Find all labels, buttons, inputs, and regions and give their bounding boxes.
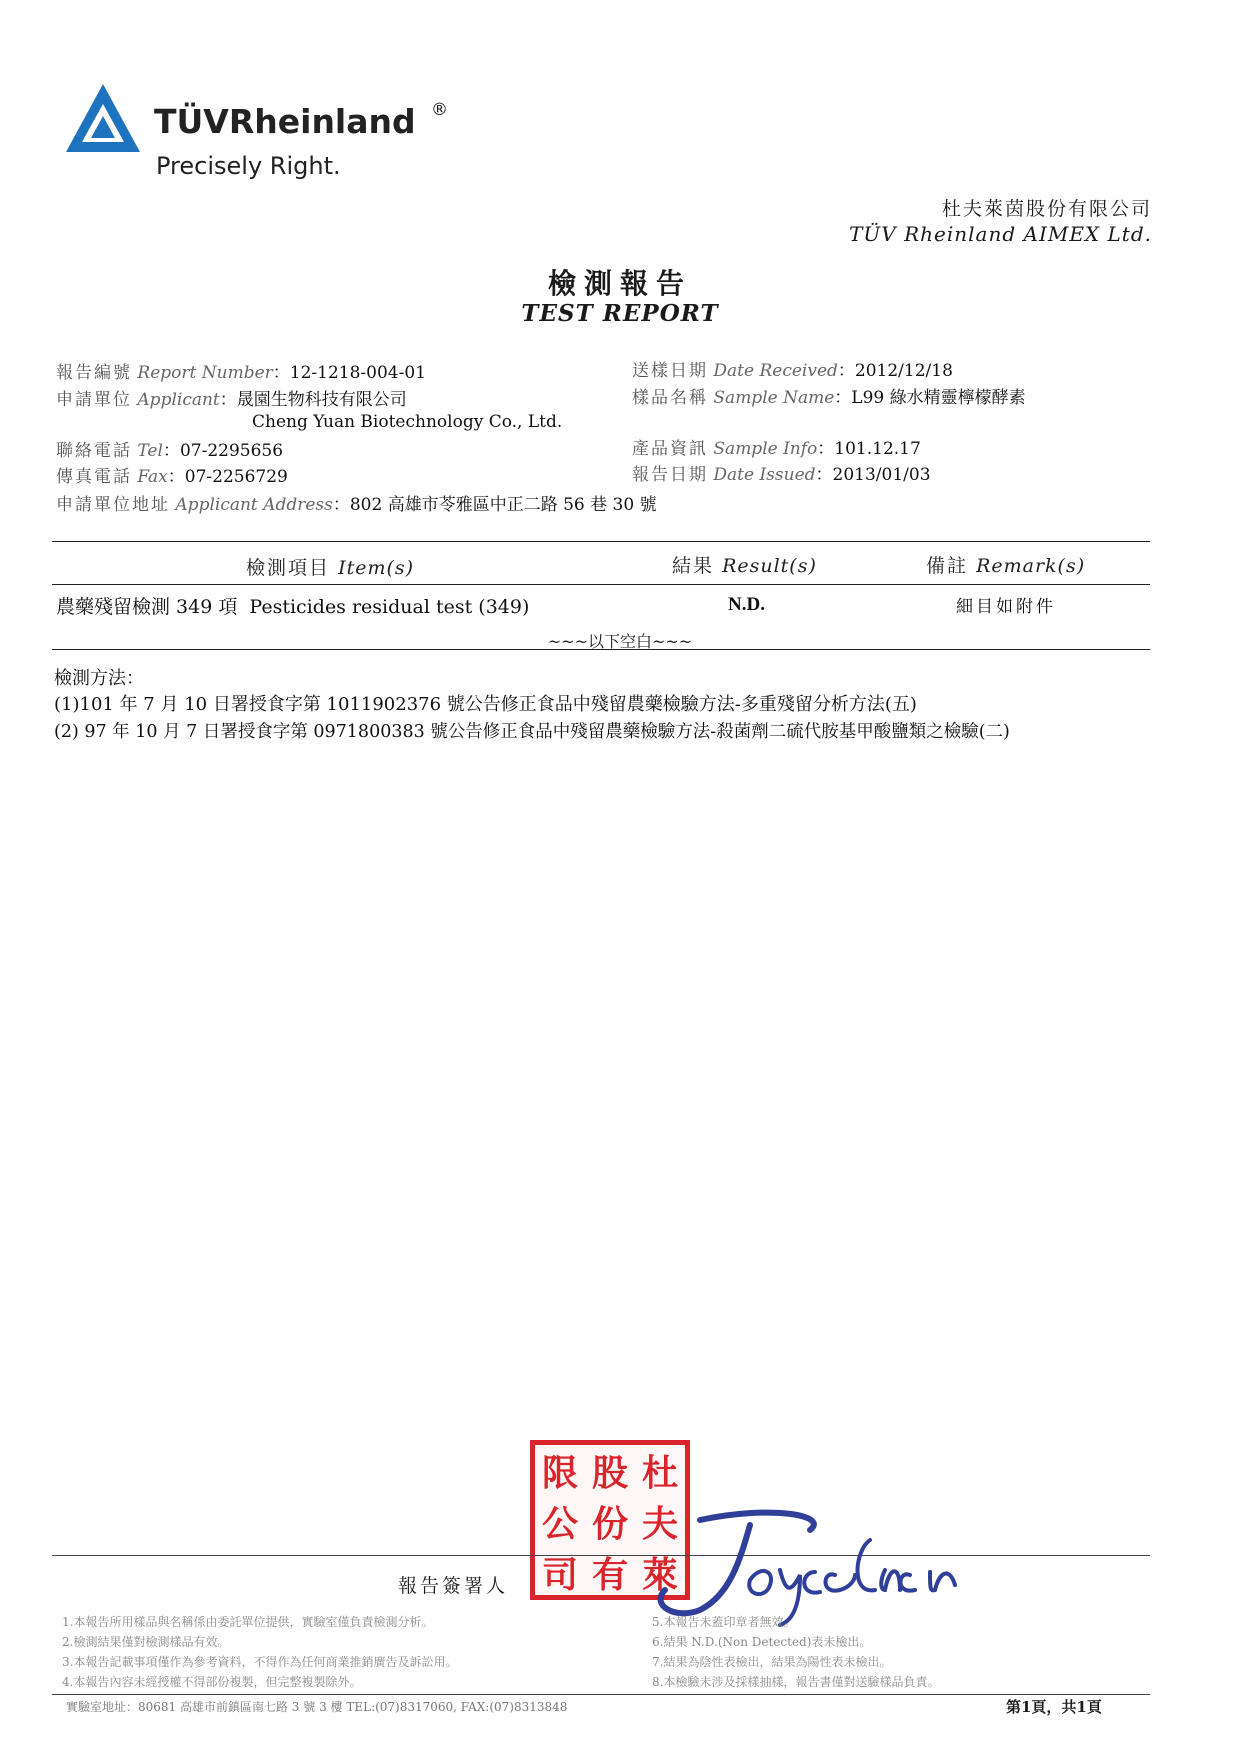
address-label-zh: 申請單位地址 — [56, 495, 170, 515]
applicant-value-en: Cheng Yuan Biotechnology Co., Ltd. — [252, 412, 563, 432]
date-issued-row: 報告日期 Date Issued：2013/01/03 — [632, 465, 931, 485]
tel-label-zh: 聯絡電話 — [56, 441, 132, 461]
signatory-label: 報告簽署人 — [398, 1575, 509, 1597]
note-1: 1.本報告所用樣品與名稱係由委託單位提供，實驗室僅負責檢測分析。 — [62, 1615, 434, 1629]
header-result-en: Result(s) — [722, 555, 817, 577]
table-header-rule — [52, 584, 1150, 585]
row-item: 農藥殘留檢測 349 項 Pesticides residual test (349) — [56, 596, 530, 618]
date-issued-label-en: Date Issued — [713, 465, 816, 485]
fax-label-en: Fax — [137, 467, 168, 487]
triangle-logo-icon — [64, 82, 142, 154]
header-remark-zh: 備註 — [926, 555, 969, 577]
sample-info-row: 產品資訊 Sample Info：101.12.17 — [632, 439, 921, 459]
note-5: 5.本報告未蓋印章者無效。 — [652, 1615, 796, 1629]
tel-row: 聯絡電話 Tel：07-2295656 — [56, 441, 284, 461]
report-title-en: TEST REPORT — [521, 300, 719, 327]
page-number: 第1頁，共1頁 — [1006, 1698, 1102, 1716]
table-header-result — [672, 551, 817, 578]
report-number-value: 12-1218-004-01 — [289, 363, 426, 383]
note-3: 3.本報告記載事項僅作為參考資料，不得作為任何商業推銷廣告及訴訟用。 — [62, 1655, 458, 1669]
fax-label-zh: 傳真電話 — [56, 467, 132, 487]
date-received-label-zh: 送樣日期 — [632, 361, 708, 381]
row-result: N.D. — [728, 594, 765, 615]
handwritten-signature — [630, 1500, 960, 1630]
row-remark: 細目如附件 — [956, 597, 1056, 617]
date-received-label-en: Date Received — [713, 361, 838, 381]
tel-label-en: Tel — [137, 441, 163, 461]
logo-tagline: Precisely Right. — [156, 152, 341, 180]
lab-address: 實驗室地址：80681 高雄市前鎮區南七路 3 號 3 樓 TEL:(07)8317060, FAX:(07)8313848 — [66, 1700, 568, 1714]
applicant-label-en: Applicant — [137, 390, 220, 410]
address-value: 802 高雄市苓雅區中正二路 56 巷 30 號 — [349, 495, 657, 515]
header-item-en: Item(s) — [338, 557, 415, 579]
note-6: 6.結果 N.D.(Non Detected)表未檢出。 — [652, 1635, 872, 1649]
date-received-row: 送樣日期 Date Received：2012/12/18 — [632, 361, 953, 381]
sample-name-row: 樣品名稱 Sample Name：L99 綠水精靈檸檬酵素 — [632, 388, 1026, 408]
fax-value: 07-2256729 — [184, 467, 288, 487]
sample-info-label-zh: 產品資訊 — [632, 439, 708, 459]
report-number-label-zh: 報告編號 — [56, 363, 132, 383]
fax-row: 傳真電話 Fax：07-2256729 — [56, 467, 288, 487]
signature-rule — [52, 1555, 1150, 1556]
registered-mark-icon: ® — [431, 100, 448, 120]
logo-brand: TÜVRheinland — [154, 102, 416, 141]
header-remark-en: Remark(s) — [976, 555, 1086, 577]
date-issued-label-zh: 報告日期 — [632, 465, 708, 485]
header-item-zh: 檢測項目 — [246, 557, 331, 579]
footer-rule — [52, 1694, 1150, 1695]
table-top-rule — [52, 541, 1150, 542]
sample-info-value: 101.12.17 — [834, 439, 921, 459]
applicant-value: 晟園生物科技有限公司 — [236, 390, 407, 410]
notes-left — [62, 1612, 457, 1692]
sample-name-value: L99 綠水精靈檸檬酵素 — [851, 388, 1026, 408]
report-number-row: 報告編號 Report Number：12-1218-004-01 — [56, 363, 426, 383]
note-7: 7.結果為陰性表檢出，結果為陽性表未檢出。 — [652, 1655, 892, 1669]
tuv-logo — [64, 82, 484, 192]
address-label-en: Applicant Address — [175, 495, 333, 515]
table-bottom-rule — [52, 649, 1150, 650]
method-line-2: (2) 97 年 10 月 7 日署授食字第 0971800383 號公告修正食品中殘留農藥檢驗方法-殺菌劑二硫代胺基甲酸鹽類之檢驗(二) — [54, 722, 1010, 742]
applicant-label-zh: 申請單位 — [56, 390, 132, 410]
company-seal-stamp: 限 股 杜 公 份 夫 司 有 萊 — [530, 1440, 690, 1600]
table-header-item — [246, 553, 414, 580]
note-4: 4.本報告內容未經授權不得部份複製，但完整複製除外。 — [62, 1675, 362, 1689]
company-name-zh: 杜夫萊茵股份有限公司 — [941, 198, 1152, 220]
report-title-zh: 檢測報告 — [547, 267, 692, 300]
methods-label: 檢測方法： — [54, 668, 144, 689]
note-8: 8.本檢驗未涉及採樣抽樣，報告書僅對送驗樣品負責。 — [652, 1675, 940, 1689]
sample-name-label-zh: 樣品名稱 — [632, 388, 708, 408]
address-row: 申請單位地址 Applicant Address：802 高雄市苓雅區中正二路 56 巷 30 號 — [56, 495, 657, 515]
note-2: 2.檢測結果僅對檢測樣品有效。 — [62, 1635, 230, 1649]
date-issued-value: 2013/01/03 — [832, 465, 931, 485]
applicant-row: 申請單位 Applicant：晟園生物科技有限公司 — [56, 390, 407, 410]
header-result-zh: 結果 — [672, 555, 715, 577]
sample-name-label-en: Sample Name — [713, 388, 835, 408]
date-received-value: 2012/12/18 — [854, 361, 953, 381]
sample-info-label-en: Sample Info — [713, 439, 818, 459]
tel-value: 07-2295656 — [179, 441, 284, 461]
report-number-label-en: Report Number — [137, 363, 273, 383]
method-line-1: (1)101 年 7 月 10 日署授食字第 1011902376 號公告修正食品中殘留農藥檢驗方法-多重殘留分析方法(五) — [54, 694, 917, 715]
table-header-remark — [926, 551, 1085, 578]
notes-right — [652, 1612, 939, 1692]
table-row — [56, 592, 1146, 622]
end-of-table-marker: ~~~以下空白~~~ — [547, 632, 693, 651]
company-name-en: TÜV Rheinland AIMEX Ltd. — [849, 222, 1152, 246]
